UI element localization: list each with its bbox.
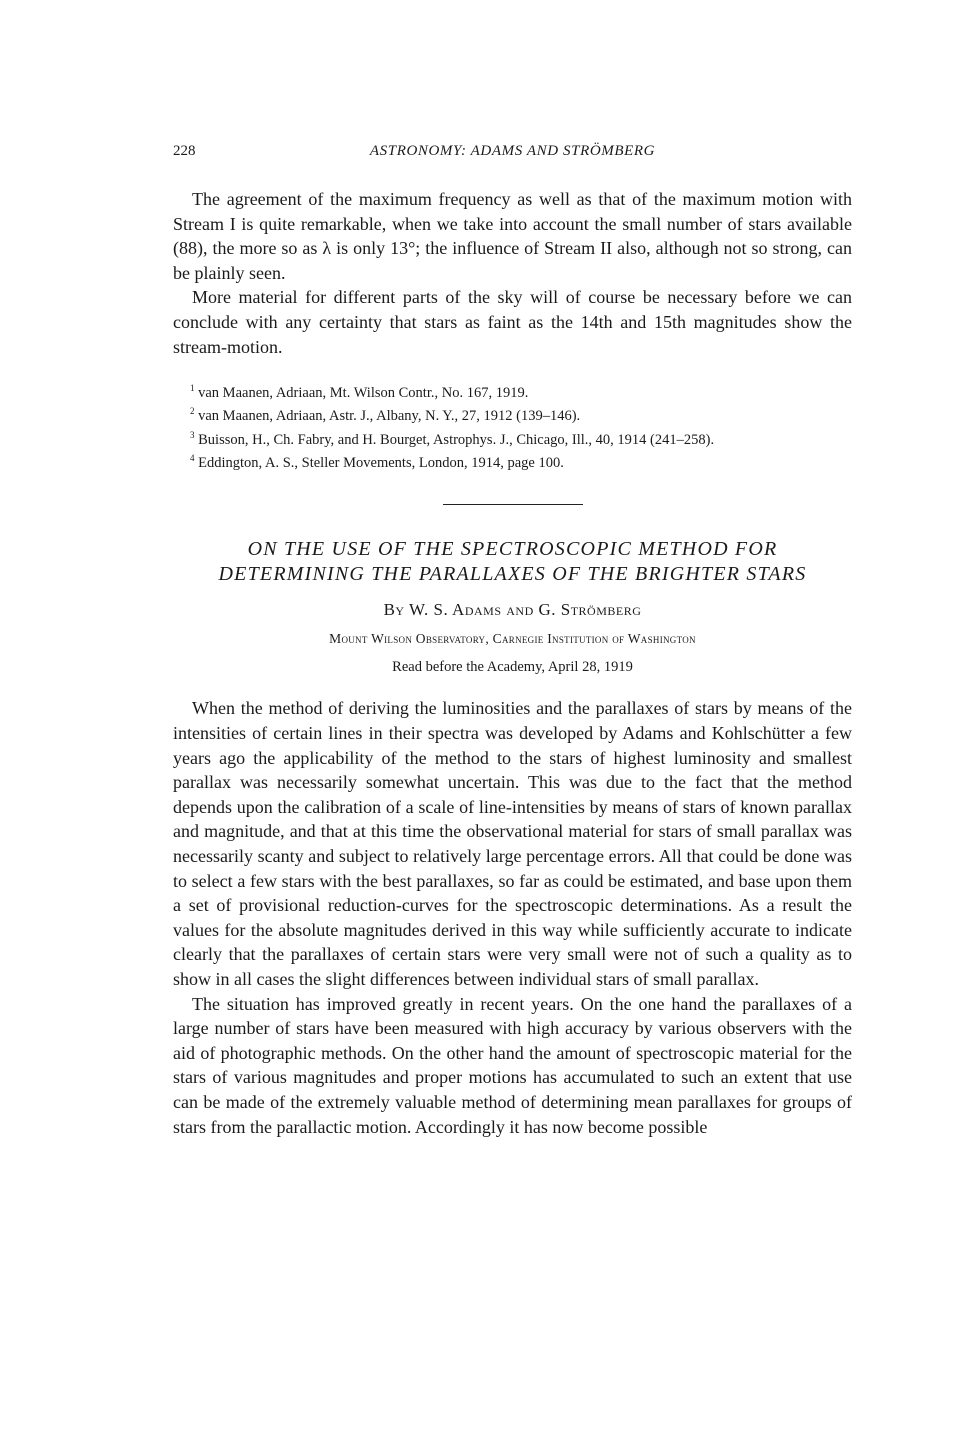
footnote-text: Buisson, H., Ch. Fabry, and H. Bourget, Astrophys. J., Chicago, Ill., 40, 1914 (241–258). <box>198 431 715 448</box>
body-paragraph: The situation has improved greatly in recent years. On the one hand the parallaxes of a large number of stars have been measured with high accuracy by various observers with the aid of photographic methods. On the other hand the amount of spectroscopic material for the stars of various magnitudes and proper motions has accumulated to such an extent that use can be made of the extremely valuable method of determining mean parallaxes for groups of stars from the parallactic motion. Accordingly it has now become possible <box>173 993 852 1137</box>
footnote-mark: 2 <box>190 406 195 417</box>
running-title: ASTRONOMY: ADAMS AND STRÖMBERG <box>369 143 656 159</box>
footnote <box>173 379 852 402</box>
footnote-mark: 4 <box>190 453 195 464</box>
footnote-mark: 1 <box>190 383 195 394</box>
body-paragraph: More material for different parts of the sky will of course be necessary before we can conclude with any certainty that stars as faint as the 14th and 15th magnitudes show the stream-motion. <box>173 287 852 357</box>
continued-text <box>173 187 852 359</box>
footnote <box>173 449 852 472</box>
journal-page <box>173 143 852 1139</box>
body-paragraph: The agreement of the maximum frequency as well as that of the maximum motion with Stream I is quite remarkable, when we take into account the small number of stars available (88), the more so as λ is only 13°; the influence of Stream II also, although not so strong, can be plainly seen. <box>173 189 852 283</box>
article-title: ON THE USE OF THE SPECTROSCOPIC METHOD FOR DETERMINING THE PARALLAXES OF THE BRIGHTER STARS <box>218 538 807 586</box>
running-head <box>173 143 852 167</box>
byline: By W. S. Adams and G. Strömberg <box>383 600 642 620</box>
footnote-text: Eddington, A. S., Steller Movements, London, 1914, page 100. <box>198 454 564 471</box>
footnote-text: van Maanen, Adriaan, Astr. J., Albany, N. Y., 27, 1912 (139–146). <box>198 408 581 425</box>
page-number: 228 <box>173 143 196 159</box>
footnote-text: van Maanen, Adriaan, Mt. Wilson Contr., No. 167, 1919. <box>198 384 529 401</box>
footnote <box>173 402 852 425</box>
affiliation: Mount Wilson Observatory, Carnegie Institution of Washington <box>329 631 696 647</box>
footnote-mark: 3 <box>190 429 195 440</box>
section-divider <box>443 504 583 505</box>
footnotes <box>173 379 852 472</box>
read-note: Read before the Academy, April 28, 1919 <box>392 659 633 676</box>
body-paragraph: When the method of deriving the luminosities and the parallaxes of stars by means of the intensities of certain lines in their spectra was developed by Adams and Kohlschütter a few years ago the applicability of the method to the stars of highest luminosity and smallest parallax was necessarily somewhat uncertain. This was due to the fact that the method depends upon the calibration of a scale of line-intensities by means of stars of known parallax and magnitude, and that at this time the observational material for stars of small parallax was necessarily scanty and subject to relatively large percentage errors. All that could be done was to select a few stars with the best parallaxes, so far as could be estimated, and base upon them a set of provisional reduction-curves for the spectroscopic determinations. As a result the values for the absolute magnitudes derived in this way while sufficiently accurate to indicate clearly that the parallaxes of certain stars were very small were not of such a quality as to show in all cases the slight differences between individual stars of small parallax. <box>173 698 852 989</box>
article-body <box>173 696 852 1139</box>
footnote <box>173 426 852 449</box>
